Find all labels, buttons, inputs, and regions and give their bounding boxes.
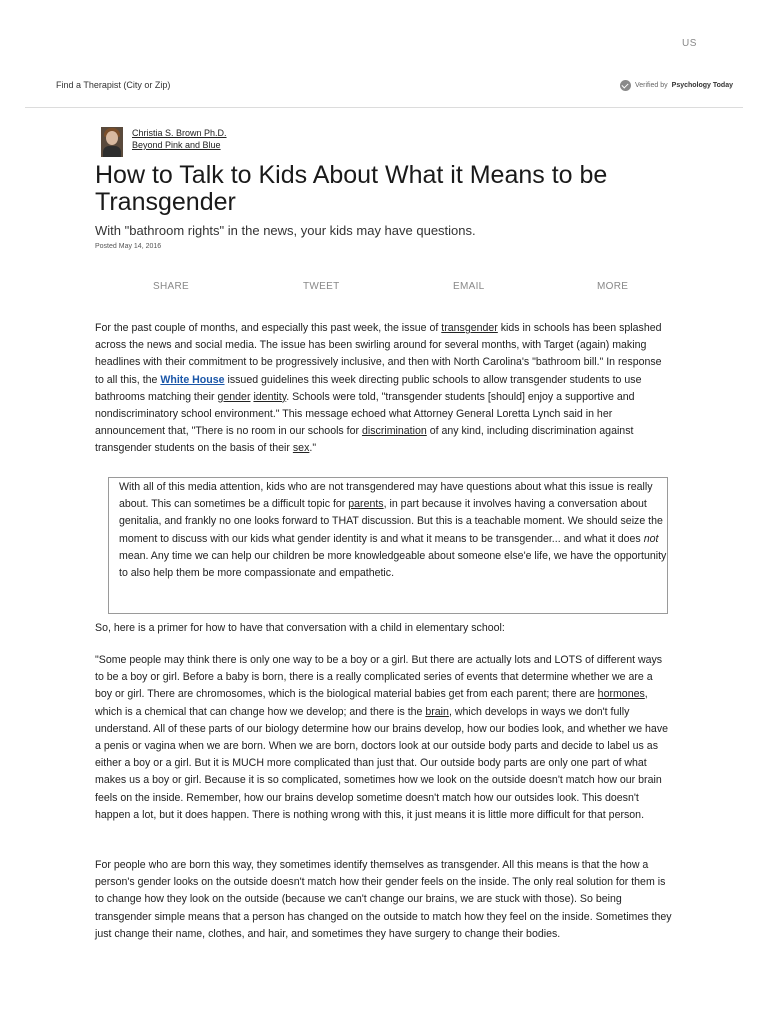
tweet-button[interactable]: TWEET — [303, 281, 340, 292]
article-title: How to Talk to Kids About What it Means to be Transgender — [95, 161, 608, 216]
author-name-link[interactable]: Christia S. Brown Ph.D. — [132, 128, 227, 138]
blog-name-link[interactable]: Beyond Pink and Blue — [132, 140, 221, 150]
link-identity[interactable]: identity — [253, 390, 287, 403]
verified-prefix: Verified by — [634, 82, 668, 89]
author-block — [101, 127, 227, 157]
country-selector[interactable]: US — [682, 38, 697, 49]
paragraph-4: For people who are born this way, they sometimes identify themselves as transgender. All this means is that the how a person's gender looks on the outside doesn't match how their gender feels on the inside. The only real solution for them is to change how they look on the outside (because we can't change our brains, we are stuck with those). So being transgender simple means that a person has changed on the outside to match how they feel on the inside. Sometimes they just change their name, clothes, and hair, and sometimes they have surgery to change their bodies. — [95, 859, 672, 940]
top-bar — [56, 80, 733, 94]
paragraph-1: For the past couple of months, and especially this past week, the issue of transgender kids in schools has been splashed across the news and social media. The issue has been swirling around for several months, with Target (again) making headlines with their commitment to be progressively inclusive, and then with North Carolina's "bathroom bill." In response to all this, the White House issued guidelines this week directing public schools to allow transgender students to use bathrooms matching their gender identity. Schools were told, "transgender students [should] enjoy a supportive and nondiscriminatory school environment." This message echoed what Attorney General Loretta Lynch said in her announcement that, "There is no room in our schools for discrimination of any kind, including discrimination against transgender students on the basis of their sex." — [95, 322, 662, 455]
share-button[interactable]: SHARE — [153, 281, 189, 292]
share-bar — [95, 281, 672, 295]
verified-check-icon — [620, 80, 631, 91]
more-button[interactable]: MORE — [597, 281, 629, 292]
verified-brand: Psychology Today — [671, 82, 733, 89]
blockquote: With all of this media attention, kids who are not transgendered may have questions about what this issue is really about. This can sometimes be a difficult topic for parents, in part because it involves having a conversation about genitalia, and frankly no one looks forward to THAT discussion. But this is a teachable moment. We should seize the moment to discuss with our kids what gender identity is and what it means to be transgender... and what it does not mean. Any time we can help our children be more knowledgeable about someone else'e life, we have the opportunity to also help them be more compassionate and empathetic. — [108, 477, 668, 614]
link-white-house[interactable]: White House — [160, 373, 225, 386]
link-transgender[interactable]: transgender — [441, 322, 498, 334]
article-subtitle: With "bathroom rights" in the news, your kids may have questions. — [95, 223, 476, 238]
paragraph-2: So, here is a primer for how to have that conversation with a child in elementary school: — [95, 622, 505, 634]
link-parents[interactable]: parents — [348, 498, 384, 511]
paragraph-3: "Some people may think there is only one way to be a boy or a girl. But there are actually lots and LOTS of different ways to be a boy or girl. Before a baby is born, there is a really complicated series of events that determine whether we are a boy or girl. There are chromosomes, which is the biological material babies get from each parent; there are hormones, which is a chemical that can change how we develop; and there is the brain, which develops in ways we don't fully understand. All of these parts of our biology determine how our brains develop, how our bodies look, and whether we have a penis or vagina when we are born. When we are born, doctors look at our outside body parts and decide to label us as either a boy or a girl. But it is MUCH more complicated than just that. Our outside body parts are only one part of what makes us a boy or girl. Because it is so complicated, sometimes how we look on the outside doesn't match how our brain feels on the inside. Remember, how our brains develop sometime doesn't match how our outsides look. This doesn't happen a lot, but it does happen. There is nothing wrong with this, it just means it is little more difficult for that person. — [95, 654, 669, 821]
author-avatar[interactable] — [101, 127, 123, 157]
link-hormones[interactable]: hormones — [597, 688, 645, 701]
header-divider — [25, 107, 743, 108]
email-button[interactable]: EMAIL — [453, 281, 485, 292]
link-discrimination[interactable]: discrimination — [361, 425, 427, 438]
posted-date: Posted May 14, 2016 — [95, 243, 162, 250]
link-brain[interactable]: brain — [425, 705, 449, 718]
link-gender[interactable]: gender — [217, 390, 251, 403]
verified-badge — [620, 80, 733, 91]
find-therapist-link[interactable]: Find a Therapist (City or Zip) — [56, 80, 171, 90]
link-sex[interactable]: sex — [292, 442, 310, 455]
